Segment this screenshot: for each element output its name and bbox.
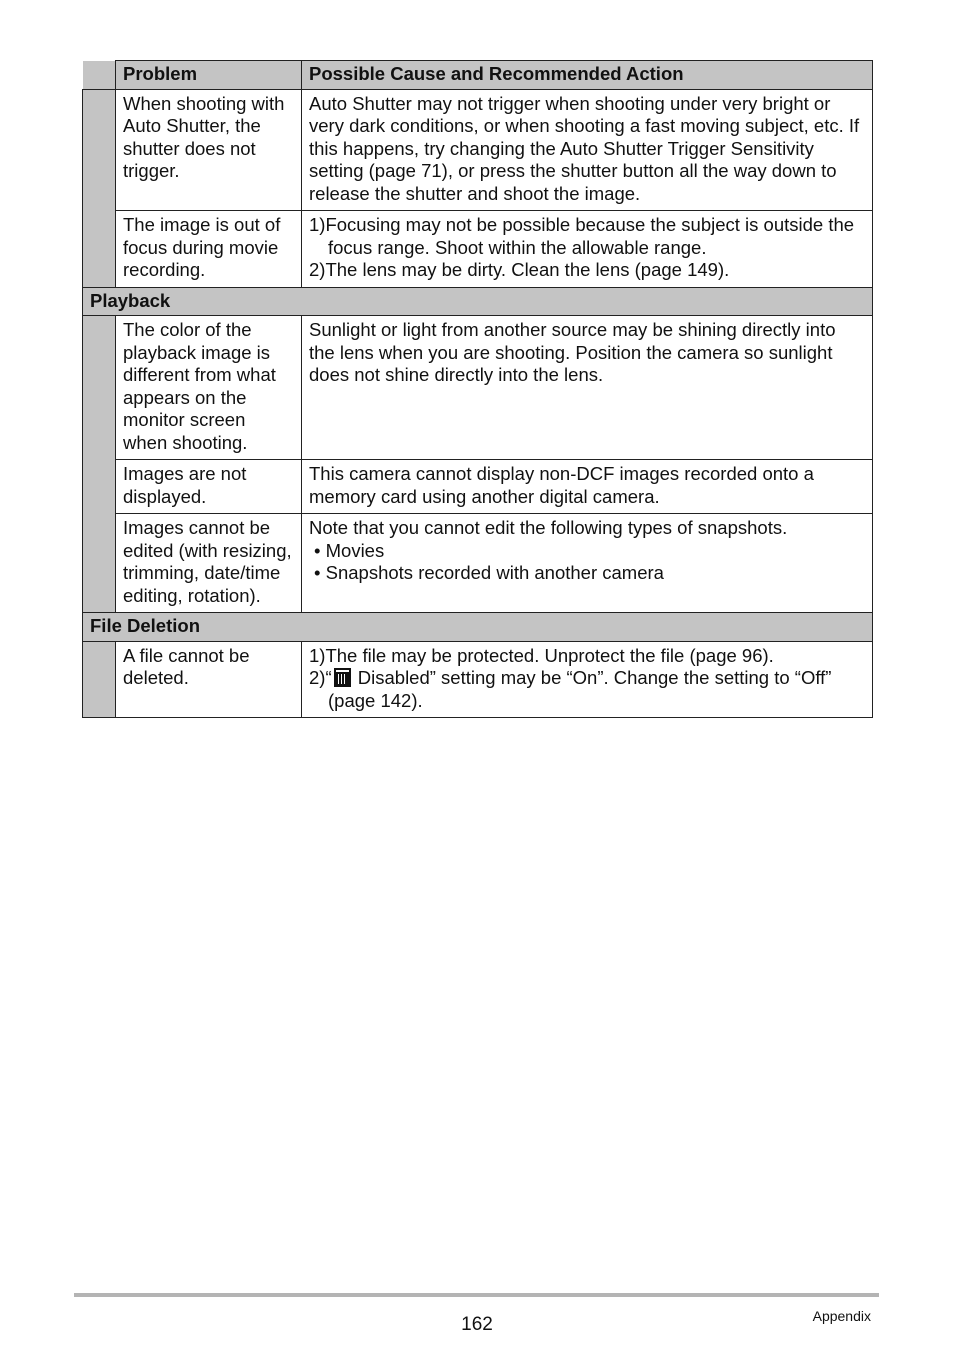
table-header-row bbox=[83, 61, 873, 90]
bullet-text: Snapshots recorded with another camera bbox=[325, 562, 664, 583]
bullet-item: • Snapshots recorded with another camera bbox=[314, 562, 664, 583]
gutter-shading bbox=[83, 89, 116, 287]
gutter-shading bbox=[83, 641, 116, 718]
section-title: File Deletion bbox=[83, 613, 873, 642]
bullet-item: • Movies bbox=[314, 539, 385, 561]
problem-cell: The image is out of focus during movie recording. bbox=[116, 211, 302, 288]
header-action: Possible Cause and Recommended Action bbox=[302, 61, 873, 90]
footer-rule bbox=[74, 1293, 879, 1297]
action-item-prefix: 2)“ bbox=[309, 667, 332, 688]
action-cell: Auto Shutter may not trigger when shooting under very bright or very dark conditions, or when shooting a fast moving subject, etc. If this happens, try changing the Auto Shutter Trigger Sensitivity setting (page 71), or press the shutter button all the way down to release the shutter and shoot the image. bbox=[302, 89, 873, 211]
action-item bbox=[309, 667, 865, 712]
problem-cell: When shooting with Auto Shutter, the shutter does not trigger. bbox=[116, 89, 302, 211]
gutter-shading bbox=[83, 316, 116, 613]
action-cell bbox=[302, 211, 873, 288]
action-item: 2)The lens may be dirty. Clean the lens (page 149). bbox=[309, 259, 730, 280]
problem-cell: Images are not displayed. bbox=[116, 460, 302, 514]
page-number: 162 bbox=[461, 1314, 493, 1335]
action-cell bbox=[302, 641, 873, 718]
action-cell: This camera cannot display non-DCF images recorded onto a memory card using another digital camera. bbox=[302, 460, 873, 514]
table-row bbox=[83, 316, 873, 460]
table-row bbox=[83, 641, 873, 718]
header-problem: Problem bbox=[116, 61, 302, 90]
table-row bbox=[83, 514, 873, 613]
section-row-playback bbox=[83, 287, 873, 316]
section-title: Playback bbox=[83, 287, 873, 316]
problem-cell: A file cannot be deleted. bbox=[116, 641, 302, 718]
problem-cell: The color of the playback image is different from what appears on the monitor screen when shooting. bbox=[116, 316, 302, 460]
action-item: 1)The file may be protected. Unprotect the file (page 96). bbox=[309, 644, 774, 666]
action-item-text: Disabled” setting may be “On”. Change the setting to “Off” (page 142). bbox=[328, 667, 832, 711]
action-cell bbox=[302, 514, 873, 613]
action-note: Note that you cannot edit the following types of snapshots. bbox=[309, 517, 788, 538]
table-row bbox=[83, 89, 873, 211]
table-row bbox=[83, 460, 873, 514]
action-item: 1)Focusing may not be possible because the subject is outside the focus range. Shoot within the allowable range. bbox=[309, 214, 855, 258]
troubleshooting-table bbox=[82, 60, 873, 718]
action-cell: Sunlight or light from another source may be shining directly into the lens when you are shooting. Position the camera so sunlight does not shine directly into the lens. bbox=[302, 316, 873, 460]
bullet-text: Movies bbox=[325, 539, 385, 561]
section-row-file-deletion bbox=[83, 613, 873, 642]
table-row bbox=[83, 211, 873, 288]
trash-icon bbox=[334, 668, 351, 687]
footer-section-label: Appendix bbox=[812, 1308, 871, 1324]
problem-cell: Images cannot be edited (with resizing, trimming, date/time editing, rotation). bbox=[116, 514, 302, 613]
